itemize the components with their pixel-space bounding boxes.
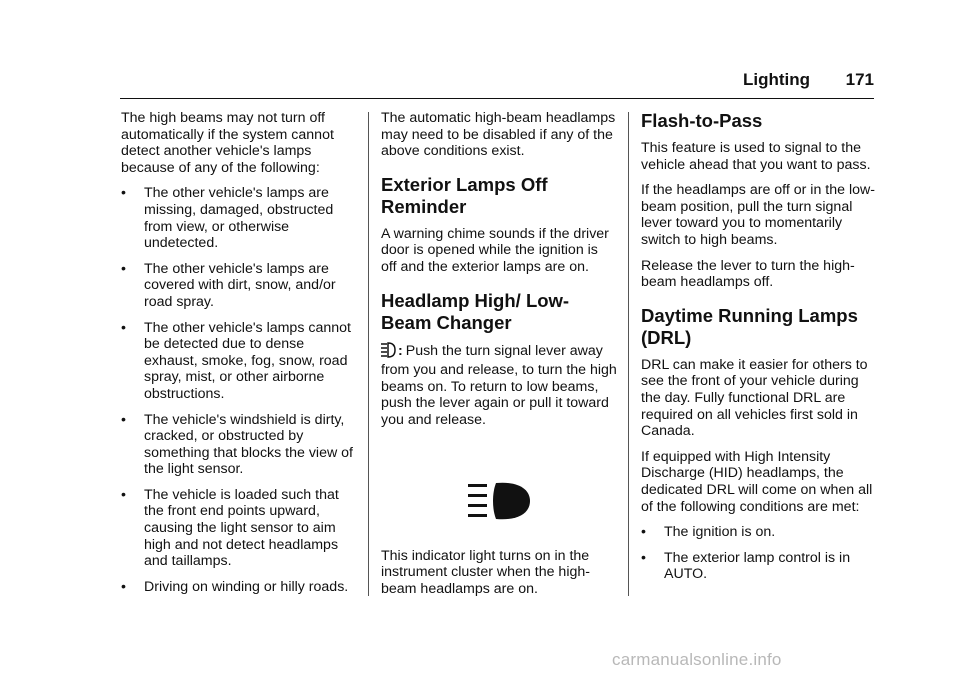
bullet: •	[121, 411, 126, 428]
watermark: carmanualsonline.info	[612, 650, 782, 669]
high-beam-indicator-icon	[466, 481, 534, 521]
conditions-list	[121, 185, 357, 595]
heading-daytime-running-lamps: Daytime Running Lamps (DRL)	[641, 304, 858, 348]
bullet: •	[121, 486, 126, 503]
bullet: •	[121, 319, 126, 336]
list-item-text: Driving on winding or hilly roads.	[144, 578, 349, 595]
paragraph: Release the lever to turn the high-beam headlamps off.	[641, 257, 855, 291]
paragraph-text: Push the turn signal lever away from you and release, to turn the high beams on. To return to low beams, push the lever again or pull it toward you and release.	[381, 342, 617, 428]
list-item-text: The other vehicle's lamps cannot be detected due to dense exhaust, smoke, fog, snow, road spray, mist, or other airborne obstructions.	[144, 319, 351, 402]
list-item	[641, 550, 877, 583]
paragraph: DRL can make it easier for others to see the front of your vehicle during the day. Fully functional DRL are required on all vehicles first sold in Canada.	[641, 356, 868, 440]
column-3	[641, 110, 877, 592]
paragraph: A warning chime sounds if the driver door is opened while the ignition is off and the exterior lamps are on.	[381, 225, 609, 275]
paragraph	[381, 342, 617, 429]
list-item-text: The exterior lamp control is in AUTO.	[664, 549, 851, 583]
list-item-text: The vehicle's windshield is dirty, cracked, or obstructed by something that blocks the view of the light sensor.	[144, 411, 353, 478]
page-number: 171	[845, 70, 874, 89]
paragraph: If equipped with High Intensity Discharge (HID) headlamps, the dedicated DRL will come on when all of the following conditions are met:	[641, 448, 873, 515]
heading-exterior-lamps-off-reminder: Exterior Lamps Off Reminder	[381, 173, 548, 217]
list-item-text: The other vehicle's lamps are missing, damaged, obstructed from view, or otherwise undetected.	[144, 185, 334, 252]
list-item	[121, 320, 357, 403]
bullet: •	[121, 578, 126, 595]
section-title: Lighting	[742, 70, 810, 89]
list-item-text: The vehicle is loaded such that the front end points upward, causing the light sensor to aim high and not detect headlamps and taillamps.	[144, 486, 339, 570]
colon: :	[398, 342, 403, 359]
heading-flash-to-pass: Flash-to-Pass	[641, 110, 763, 131]
bullet: •	[121, 260, 126, 277]
bullet: •	[121, 185, 126, 202]
list-item-text: The ignition is on.	[664, 524, 776, 541]
intro-paragraph: The high beams may not turn off automatically if the system cannot detect another vehicle's lamps because of any of the following:	[121, 110, 334, 176]
paragraph: This feature is used to signal to the vehicle ahead that you want to pass.	[641, 140, 871, 173]
drl-conditions-list	[641, 524, 877, 583]
list-item	[121, 412, 357, 478]
heading-headlamp-changer: Headlamp High/ Low-Beam Changer	[381, 289, 570, 333]
list-item	[121, 185, 357, 251]
paragraph: This indicator light turns on in the instrument cluster when the high-beam headlamps are on.	[381, 547, 590, 597]
high-beam-icon	[381, 342, 396, 363]
bullet: •	[641, 524, 646, 541]
list-item-text: The other vehicle's lamps are covered with dirt, snow, and/or road spray.	[144, 260, 336, 310]
paragraph: The automatic high-beam headlamps may need to be disabled if any of the above conditions exist.	[381, 110, 616, 160]
indicator-illustration	[381, 438, 617, 548]
list-item	[121, 579, 357, 596]
column-divider	[628, 112, 629, 596]
column-divider	[368, 112, 369, 596]
page-header	[120, 70, 874, 99]
bullet: •	[641, 549, 646, 566]
column-2	[381, 110, 617, 606]
list-item	[121, 487, 357, 570]
paragraph: If the headlamps are off or in the low-beam position, pull the turn signal lever toward you to momentarily switch to high beams.	[641, 182, 875, 248]
column-1	[121, 110, 357, 604]
list-item	[641, 524, 877, 541]
list-item	[121, 261, 357, 311]
